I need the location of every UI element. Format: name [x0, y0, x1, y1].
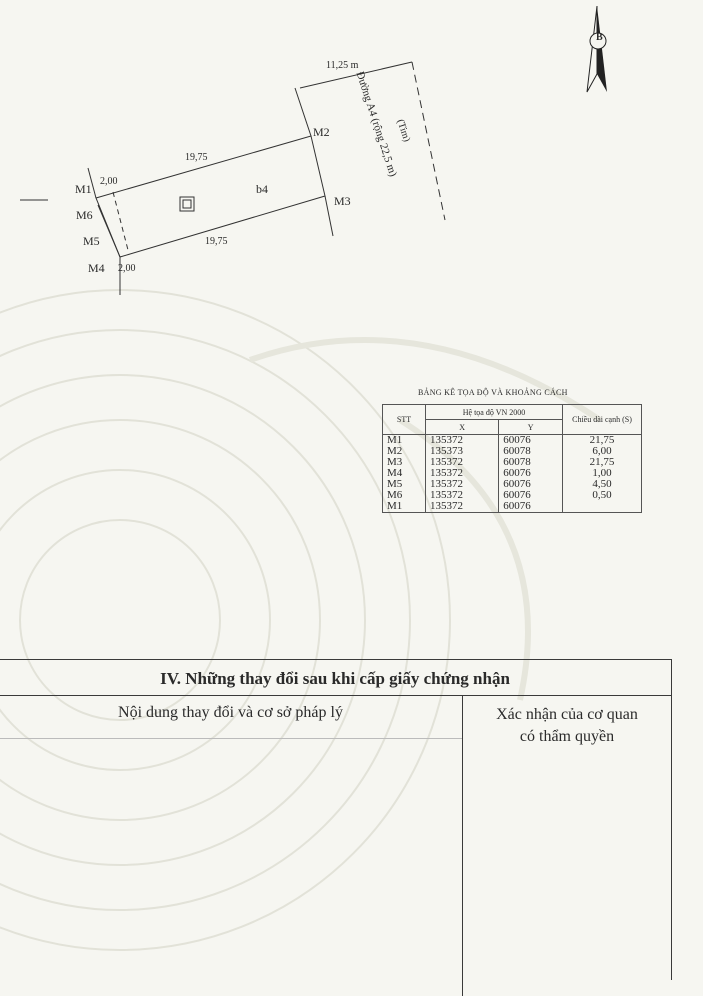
- north-label: B: [596, 32, 603, 43]
- edge-label-bottom-long: 19,75: [205, 236, 228, 247]
- col-stt: STT: [383, 405, 426, 435]
- table-row: M3 135372 60078 21,75: [383, 457, 642, 468]
- table-row: M4 135372 60076 1,00: [383, 468, 642, 479]
- section-title: IV. Những thay đổi sau khi cấp giấy chứng nhận: [0, 660, 671, 696]
- point-m5-label: M5: [83, 234, 100, 248]
- authority-header-line2: có thẩm quyền: [519, 728, 615, 745]
- road-name-label: Đường A4 (rộng 22,5 m): [353, 70, 399, 179]
- road-half-width-label: 11,25 m: [326, 60, 359, 71]
- edge-label-top-short: 2,00: [100, 176, 118, 187]
- changes-column-header: Nội dung thay đổi và cơ sở pháp lý: [118, 704, 343, 721]
- edge-label-top-long: 19,75: [185, 152, 208, 163]
- north-arrow-icon: [583, 4, 623, 96]
- edge-label-bottom-short: 2,00: [118, 263, 136, 274]
- point-m6-label: M6: [76, 208, 93, 222]
- table-row: M1 135372 60076: [383, 501, 642, 513]
- col-length: Chiều dài cạnh (S): [563, 405, 642, 435]
- col-y: Y: [499, 420, 563, 435]
- road-axis-label: (Tim): [394, 118, 413, 144]
- point-m3-label: M3: [334, 194, 351, 208]
- coordinate-table: [382, 404, 642, 513]
- point-m1-label: M1: [75, 182, 92, 196]
- point-m2-label: M2: [313, 125, 330, 139]
- table-row: M1 135372 60076 21,75: [383, 435, 642, 447]
- table-row: M6 135372 60076 0,50: [383, 490, 642, 501]
- col-system: Hệ tọa độ VN 2000: [426, 405, 563, 420]
- col-x: X: [426, 420, 499, 435]
- lot-label: b4: [256, 182, 268, 196]
- authority-column-header: [463, 704, 671, 748]
- changes-section: [0, 659, 672, 980]
- authority-header-line1: Xác nhận của cơ quan: [496, 706, 638, 723]
- header-rule: [0, 738, 462, 739]
- table-row: M2 135373 60078 6,00: [383, 446, 642, 457]
- coord-table-caption: BẢNG KÊ TỌA ĐỘ VÀ KHOẢNG CÁCH: [418, 388, 568, 397]
- table-row: M5 135372 60076 4,50: [383, 479, 642, 490]
- point-m4-label: M4: [88, 261, 105, 275]
